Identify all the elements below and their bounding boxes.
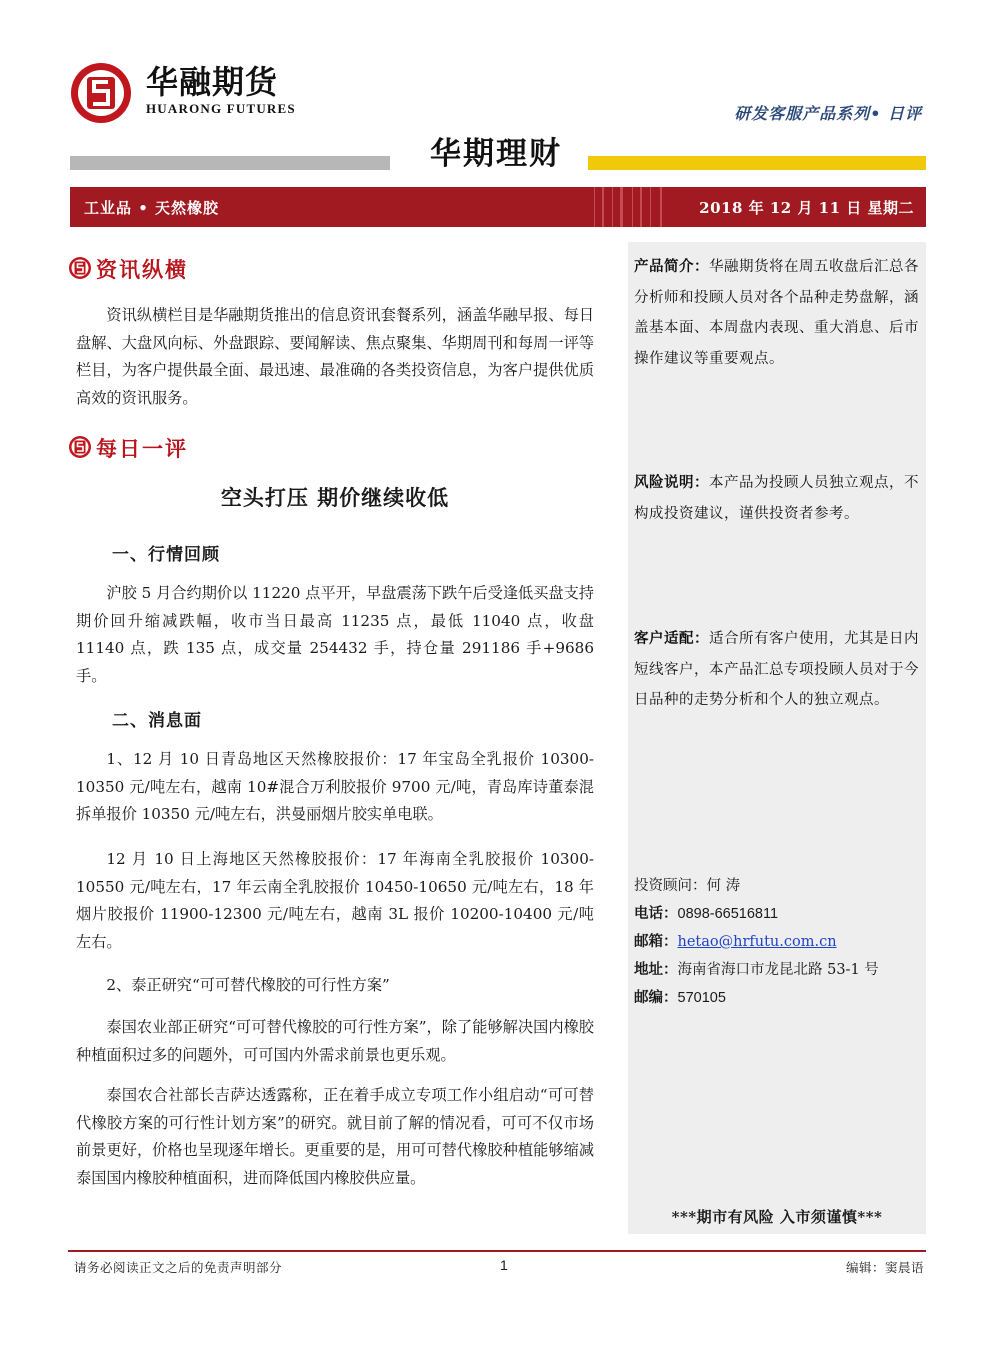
series-label: 研发客服产品系列• 日评 — [734, 104, 922, 123]
section-logo-icon — [68, 435, 92, 459]
section-title-daily: 每日一评 — [96, 436, 188, 461]
zip-code: 570105 — [677, 990, 726, 1006]
subheading-market-review: 一、行情回顾 — [112, 545, 220, 565]
band-stripes-decoration — [590, 187, 670, 227]
section-title-news: 资讯纵横 — [96, 257, 188, 282]
address-text: 海南省海口市龙昆北路 53-1 号 — [677, 962, 879, 978]
news-item-1: 1、12 月 10 日青岛地区天然橡胶报价：17 年宝岛全乳报价 10300-10350 元/吨左右，越南 10#混合万利胶报价 9700 元/吨，青岛库诗董泰混拆单报价 10350 元/吨左右，洪曼丽烟片胶实单电联。 — [76, 750, 594, 823]
news-item-2b: 泰国农合社部长吉萨达透露称，正在着手成立专项工作小组启动“可可替代橡胶方案的可行性计划方案”的研究。就目前了解的情况看，可可不仅市场前景更好，价格也呈现逐年增长。更重要的是，用可可替代橡胶种植能够缩减泰国国内橡胶种植面积，进而降低国内橡胶供应量。 — [76, 1086, 594, 1187]
category-band — [70, 187, 926, 227]
section-logo-icon — [68, 256, 92, 280]
risk-label: 风险说明： — [634, 474, 709, 491]
news-item-1b: 12 月 10 日上海地区天然橡胶报价：17 年海南全乳胶报价 10300-10550 元/吨左右，17 年云南全乳胶报价 10450-10650 元/吨左右，18 年烟片胶报价 11900-12300 元/吨左右，越南 3L 报价 10200-10400 元/吨左右。 — [76, 850, 594, 951]
article-title: 空头打压 期价继续收低 — [220, 486, 450, 510]
market-review-paragraph: 沪胶 5 月合约期价以 11220 点平开，早盘震荡下跌午后受逢低买盘支持期价回升缩减跌幅，收市当日最高 11235 点，最低 11040 点，收盘 11140 点，跌 135 点，成交量 254432 手，持仓量 291186 手+9686 手。 — [76, 584, 594, 685]
brand-name-en: HUARONG FUTURES — [146, 101, 296, 116]
advisor-label: 投资顾问： — [634, 878, 707, 894]
subheading-news: 二、消息面 — [112, 711, 202, 731]
brand-name-cn: 华融期货 — [146, 63, 279, 101]
email-label: 邮箱： — [634, 933, 678, 950]
email-link[interactable]: hetao@hrfutu.com.cn — [677, 934, 837, 950]
editor-credit: 编辑：窦晨语 — [845, 1260, 924, 1275]
client-fit — [634, 624, 922, 716]
category-label: 工业品 • 天然橡胶 — [84, 199, 220, 217]
news-intro-paragraph: 资讯纵横栏目是华融期货推出的信息资讯套餐系列，涵盖华融早报、每日盘解、大盘风向标、外盘跟踪、要闻解读、焦点聚集、华期周刊和每周一评等栏目，为客户提供最全面、最迅速、最准确的各类投资信息，为客户提供优质高效的资讯服务。 — [76, 306, 594, 407]
risk-text: 本产品为投顾人员独立观点，不构成投资建议，谨供投资者参考。 — [634, 475, 919, 522]
phone-number: 0898-66516811 — [677, 906, 779, 922]
product-intro — [634, 252, 922, 374]
address-label: 地址： — [634, 961, 678, 978]
sidebar-panel — [628, 242, 926, 1234]
client-label: 客户适配： — [634, 630, 709, 647]
intro-label: 产品简介： — [634, 258, 709, 275]
risk-warning: ***期市有风险 入市须谨慎*** — [671, 1208, 883, 1226]
report-date: 2018 年 12 月 11 日 星期二 — [699, 199, 914, 217]
advisor-name: 何 涛 — [706, 878, 741, 894]
contact-info — [634, 872, 922, 1012]
risk-note — [634, 468, 922, 529]
huarong-logo-icon — [70, 62, 132, 124]
intro-text: 华融期货将在周五收盘后汇总各分析师和投顾人员对各个品种走势盘解，涵盖基本面、本周盘内表现、重大消息、后市操作建议等重要观点。 — [634, 259, 919, 367]
page-title: 华期理财 — [430, 136, 562, 172]
client-text: 适合所有客户使用，尤其是日内短线客户，本产品汇总专项投顾人员对于今日品种的走势分析和个人的独立观点。 — [634, 631, 919, 708]
phone-label: 电话： — [634, 905, 678, 922]
disclaimer-note: 请务必阅读正文之后的免责声明部分 — [74, 1260, 283, 1275]
page-number: 1 — [500, 1257, 508, 1273]
footer-divider — [68, 1250, 926, 1252]
news-item-2a: 泰国农业部正研究“可可替代橡胶的可行性方案”，除了能够解决国内橡胶种植面积过多的问题外，可可国内外需求前景也更乐观。 — [76, 1018, 594, 1064]
news-item-2-title: 2、泰正研究“可可替代橡胶的可行性方案” — [106, 976, 390, 994]
zip-label: 邮编： — [634, 989, 678, 1006]
